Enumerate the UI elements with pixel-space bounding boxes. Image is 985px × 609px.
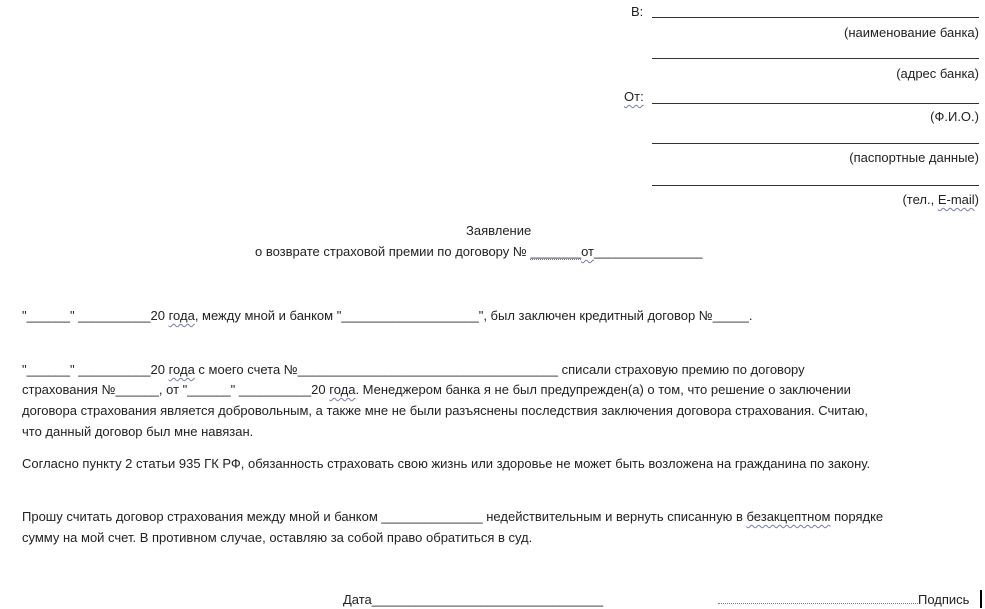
signature-field: Подпись <box>718 592 969 608</box>
bank-name-hint: (наименование банка) <box>844 25 979 40</box>
from-label: От: <box>624 89 644 104</box>
paragraph-law-reference: Согласно пункту 2 статьи 935 ГК РФ, обязанность страховать свою жизнь или здоровье не может быть возложена на гражданина по закону. <box>22 456 871 471</box>
paragraph-request-line-2: сумму на мой счет. В противном случае, оставляю за собой право обратиться в суд. <box>22 530 533 545</box>
paragraph-premium-line-4: что данный договор был мне навязан. <box>22 424 254 439</box>
document-title: Заявление <box>466 223 532 238</box>
document-subtitle: о возврате страховой премии по договору № _______от_______________ <box>255 244 703 259</box>
to-label: В: <box>631 4 644 19</box>
paragraph-premium-line-2: страхования №______, от "______" __________20 года. Менеджером банка я не был предупрежден(а) о том, что решение о заключении <box>22 382 851 397</box>
from-line <box>652 103 979 104</box>
phone-line <box>652 185 979 186</box>
paragraph-credit-agreement: "______" __________20 года, между мной и банком "___________________", был заключен кредитный договор №_____. <box>22 308 753 323</box>
passport-hint: (паспортные данные) <box>849 150 979 165</box>
paragraph-premium-line-3: договора страхования является добровольным, а также мне не были разъяснены последствия заключения договора страхования. Считаю, <box>22 403 868 418</box>
to-line <box>652 17 979 18</box>
bank-address-hint: (адрес банка) <box>896 66 979 81</box>
phone-hint: (тел., E-mail) <box>902 192 979 207</box>
paragraph-premium-line-1: "______" __________20 года с моего счета №____________________________________ списали страховую премию по договору <box>22 362 805 377</box>
text-cursor <box>980 590 982 608</box>
bank-address-line <box>652 58 979 59</box>
fio-hint: (Ф.И.О.) <box>930 109 979 124</box>
paragraph-request-line-1: Прошу считать договор страхования между мной и банком ______________ недействительным и вернуть списанную в безакцептном порядке <box>22 509 884 524</box>
date-field: Дата________________________________ <box>343 592 604 607</box>
passport-line <box>652 143 979 144</box>
